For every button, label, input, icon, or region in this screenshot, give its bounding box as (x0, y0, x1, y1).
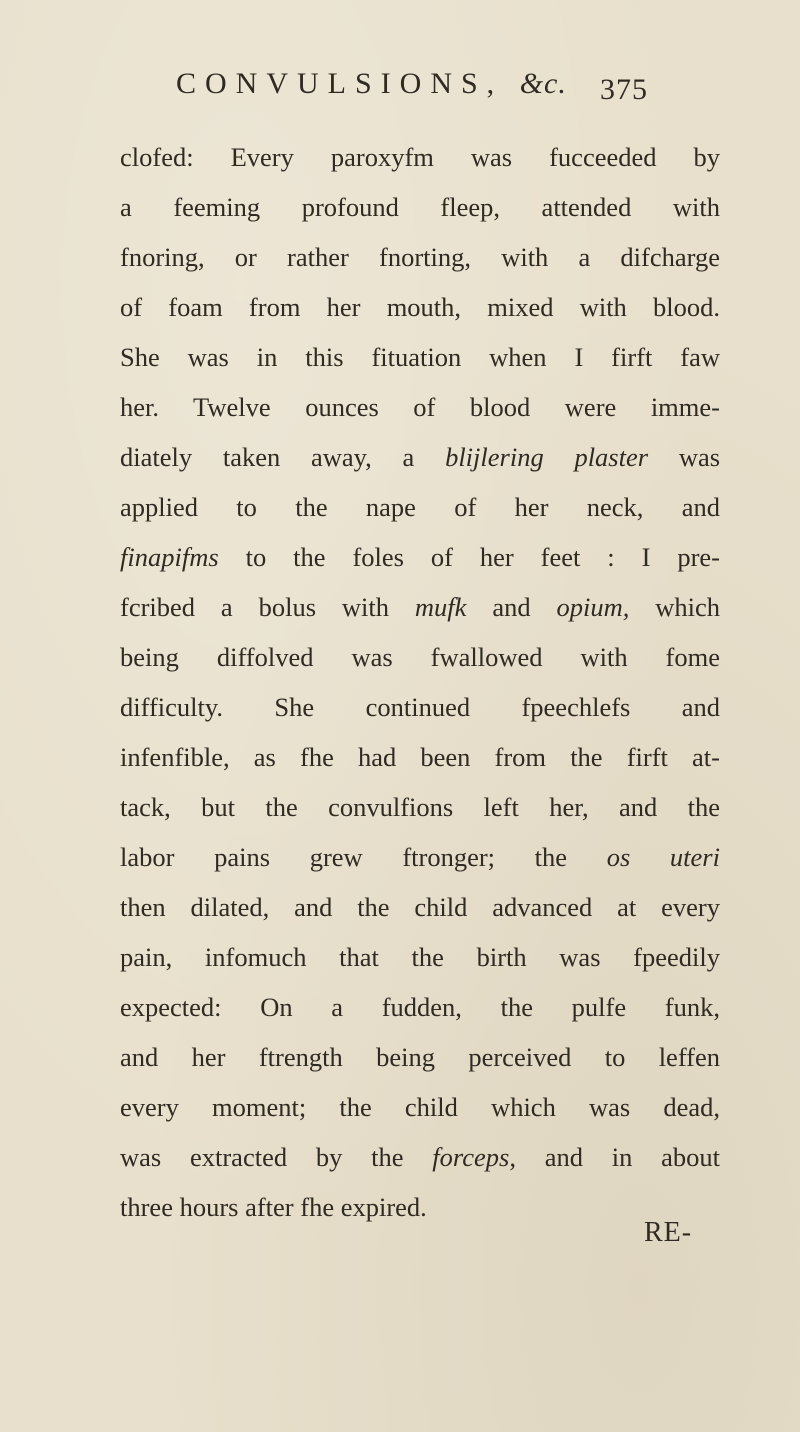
body-text (120, 132, 720, 1232)
text-line: applied to the nape of her neck, and (120, 492, 720, 522)
running-title (176, 64, 567, 104)
text-line: difficulty. She continued fpeechlefs and (120, 692, 720, 722)
italic-term: finapifms (120, 542, 219, 572)
text-line (120, 1132, 720, 1182)
text-run: fcribed a bolus with (120, 592, 390, 622)
text-line: three hours after fhe expired. (120, 1192, 427, 1222)
page-header (176, 64, 746, 104)
catchword: RE- (644, 1217, 693, 1248)
text-line: pain, infomuch that the birth was fpeedily (120, 942, 720, 972)
text-line: of foam from her mouth, mixed with blood. (120, 292, 720, 322)
text-run: and (492, 592, 531, 622)
text-run: and in about (544, 1142, 721, 1172)
text-line: infenfible, as fhe had been from the firft at- (120, 742, 720, 772)
italic-term: opium, (556, 592, 630, 622)
text-line (120, 532, 720, 582)
text-run: labor pains grew ftronger; the (120, 842, 568, 872)
text-line: She was in this fituation when I firft faw (120, 342, 720, 372)
text-run: was (678, 442, 721, 472)
text-line: and her ftrength being perceived to leffen (120, 1042, 720, 1072)
italic-term: forceps, (432, 1142, 516, 1172)
italic-term: mufk (414, 592, 467, 622)
text-line: a feeming profound fleep, attended with (120, 192, 720, 222)
italic-term: blijlering plaster (445, 442, 649, 472)
text-line: fnoring, or rather fnorting, with a difcharge (120, 242, 720, 272)
text-run: was extracted by the (120, 1142, 404, 1172)
text-run: which (655, 592, 720, 622)
text-line: her. Twelve ounces of blood were imme- (120, 392, 720, 422)
text-line (120, 582, 720, 632)
text-run: to the foles of her feet : I pre- (245, 542, 720, 572)
text-line (120, 832, 720, 882)
italic-term: os uteri (606, 842, 720, 872)
text-run: diately taken away, a (120, 442, 415, 472)
text-line: then dilated, and the child advanced at every (120, 892, 720, 922)
page-number: 375 (600, 73, 648, 106)
text-line (120, 432, 720, 482)
text-line: clofed: Every paroxyfm was fucceeded by (120, 142, 720, 172)
text-line: expected: On a fudden, the pulfe funk, (120, 992, 720, 1022)
text-line: tack, but the convulfions left her, and the (120, 792, 720, 822)
text-line: being diffolved was fwallowed with fome (120, 642, 720, 672)
running-title-text: CONVULSIONS, (176, 67, 504, 100)
text-line: every moment; the child which was dead, (120, 1092, 720, 1122)
running-title-suffix: &c. (519, 67, 567, 100)
